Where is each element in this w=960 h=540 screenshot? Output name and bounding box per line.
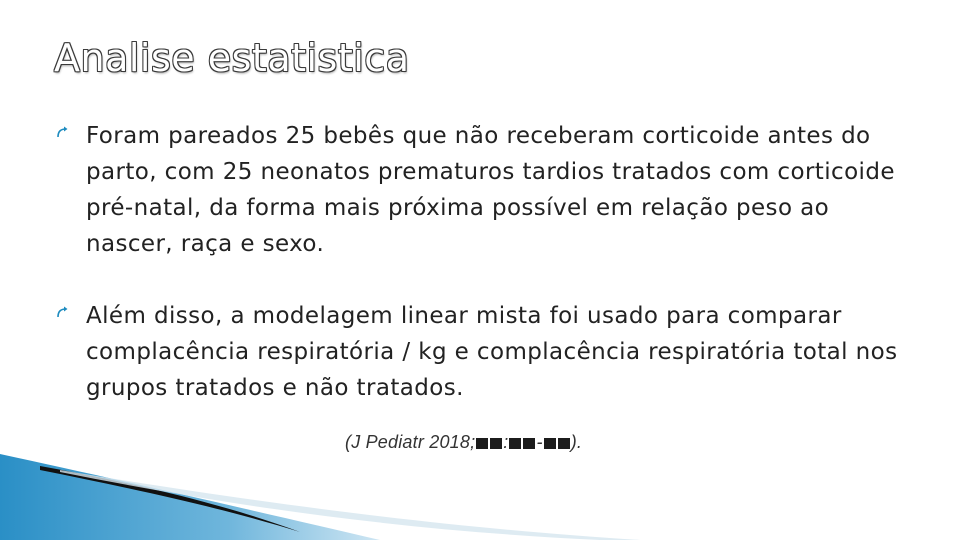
decorative-swoosh: [0, 450, 960, 540]
redaction-block: [523, 438, 535, 449]
citation-suffix: ).: [570, 432, 583, 452]
redaction-block: [509, 438, 521, 449]
citation-prefix: (J Pediatr 2018;: [345, 432, 476, 452]
redaction-block: [558, 438, 570, 449]
citation-sep: :: [503, 432, 509, 452]
slide-title: Analise estatistica: [54, 36, 410, 80]
bullet-text: Foram pareados 25 bebês que não receberam corticoide antes do parto, com 25 neonatos prematuros tardios tratados com corticoide pré-natal, da forma mais próxima possível em relação peso ao nascer, raça e sexo.: [86, 123, 895, 257]
redaction-block: [490, 438, 502, 449]
redaction-block: [476, 438, 488, 449]
bullet-list: [56, 118, 916, 442]
curved-arrow-icon: [56, 118, 86, 143]
curved-arrow-icon: [56, 298, 86, 323]
redaction-block: [544, 438, 556, 449]
bullet-item: [56, 118, 916, 262]
bullet-item: [56, 298, 916, 406]
bullet-text: Além disso, a modelagem linear mista foi usado para comparar complacência respiratória / kg e complacência respiratória total nos grupos tratados e não tratados.: [86, 303, 898, 401]
citation-sep: -: [536, 432, 543, 452]
blue-swoosh-shape: [0, 454, 380, 540]
